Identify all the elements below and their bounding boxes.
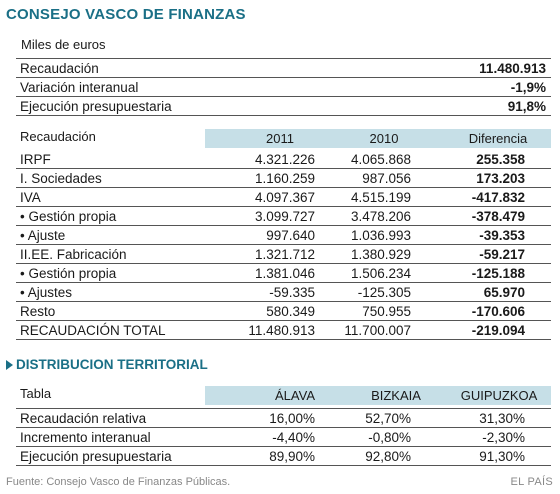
cell-diferencia: -170.606 xyxy=(471,304,525,319)
cell-2011: 997.640 xyxy=(266,228,315,243)
cell-diferencia: -378.479 xyxy=(471,209,525,224)
header-col-2010: 2010 xyxy=(369,131,399,146)
header-label: Tabla xyxy=(20,386,52,401)
table-row xyxy=(16,302,551,321)
cell-2010: 750.955 xyxy=(362,304,411,319)
cell-bizkaia: 52,70% xyxy=(365,411,411,426)
cell-2011: 11.480.913 xyxy=(248,323,315,338)
cell-bizkaia: 92,80% xyxy=(365,449,411,464)
cell-2011: 1.381.046 xyxy=(254,266,315,281)
summary-row-variacion xyxy=(16,78,551,97)
table-row-total xyxy=(16,321,551,340)
cell-2011: 4.097.367 xyxy=(254,190,315,205)
summary-label: Recaudación xyxy=(20,60,99,76)
cell-2011: 3.099.727 xyxy=(254,209,315,224)
cell-2010: -125.305 xyxy=(357,285,411,300)
table-row xyxy=(16,283,551,302)
table-row xyxy=(16,409,551,428)
cell-guipuzkoa: 91,30% xyxy=(479,449,525,464)
cell-alava: 89,90% xyxy=(269,449,315,464)
row-label: Ejecución presupuestaria xyxy=(20,449,172,464)
summary-label: Ejecución presupuestaria xyxy=(20,98,172,114)
cell-diferencia: -219.094 xyxy=(471,323,525,338)
units-label: Miles de euros xyxy=(21,37,106,52)
table-row xyxy=(16,169,551,188)
table-row xyxy=(16,150,551,169)
table-row xyxy=(16,264,551,283)
header-col-guipuzkoa: GUIPUZKOA xyxy=(460,388,538,403)
row-label: I. Sociedades xyxy=(20,171,102,186)
cell-2011: 1.321.712 xyxy=(254,247,315,262)
header-col-bizkaia: BIZKAIA xyxy=(371,388,421,403)
cell-2010: 11.700.007 xyxy=(344,323,411,338)
cell-bizkaia: -0,80% xyxy=(368,430,411,445)
cell-guipuzkoa: 31,30% xyxy=(479,411,525,426)
cell-2010: 1.380.929 xyxy=(350,247,411,262)
row-label: Recaudación relativa xyxy=(20,411,147,426)
row-label: RECAUDACIÓN TOTAL xyxy=(20,323,166,338)
row-label: Incremento interanual xyxy=(20,430,151,445)
row-label: II.EE. Fabricación xyxy=(20,247,127,262)
summary-value: 91,8% xyxy=(507,98,546,114)
cell-diferencia: -39.353 xyxy=(479,228,525,243)
distribucion-table xyxy=(16,408,551,466)
cell-2010: 1.036.993 xyxy=(350,228,411,243)
row-label: • Ajuste xyxy=(20,228,66,243)
cell-2011: 1.160.259 xyxy=(254,171,315,186)
cell-2011: -59.335 xyxy=(269,285,315,300)
row-label: • Gestión propia xyxy=(20,266,117,281)
header-col-2011: 2011 xyxy=(266,131,294,146)
cell-diferencia: 173.203 xyxy=(476,171,525,186)
row-label: • Gestión propia xyxy=(20,209,117,224)
summary-row-recaudacion xyxy=(16,59,551,78)
row-label: IVA xyxy=(20,190,41,205)
cell-alava: 16,00% xyxy=(269,411,315,426)
header-label: Recaudación xyxy=(20,129,96,144)
header-col-diferencia: Diferencia xyxy=(468,131,528,146)
cell-diferencia: 255.358 xyxy=(476,152,525,167)
cell-2010: 987.056 xyxy=(362,171,411,186)
table-row xyxy=(16,428,551,447)
cell-2011: 4.321.226 xyxy=(254,152,315,167)
cell-2010: 1.506.234 xyxy=(350,266,411,281)
table-row xyxy=(16,226,551,245)
triangle-right-icon xyxy=(6,360,13,370)
cell-2010: 3.478.206 xyxy=(350,209,411,224)
table-row xyxy=(16,447,551,466)
row-label: • Ajustes xyxy=(20,285,73,300)
recaudacion-header xyxy=(16,128,551,148)
cell-guipuzkoa: -2,30% xyxy=(482,430,525,445)
summary-label: Variación interanual xyxy=(20,79,139,95)
recaudacion-table xyxy=(16,150,551,340)
cell-2010: 4.515.199 xyxy=(350,190,411,205)
header-col-alava: ÁLAVA xyxy=(275,388,315,403)
summary-table xyxy=(16,58,551,116)
summary-row-ejecucion xyxy=(16,97,551,116)
cell-2011: 580.349 xyxy=(266,304,315,319)
row-label: Resto xyxy=(20,304,56,319)
brand-logo-text: EL PAÍS xyxy=(510,476,553,488)
distribucion-header xyxy=(16,385,551,405)
summary-value: -1,9% xyxy=(510,79,546,95)
page-title: CONSEJO VASCO DE FINANZAS xyxy=(6,6,246,23)
cell-diferencia: -59.217 xyxy=(479,247,525,262)
table-row xyxy=(16,245,551,264)
table-row xyxy=(16,207,551,226)
source-footnote: Fuente: Consejo Vasco de Finanzas Públicas. xyxy=(6,476,231,488)
cell-diferencia: 65.970 xyxy=(483,285,525,300)
cell-diferencia: -417.832 xyxy=(471,190,525,205)
section-title-distribucion xyxy=(6,357,208,372)
cell-2010: 4.065.868 xyxy=(350,152,411,167)
row-label: IRPF xyxy=(20,152,51,167)
section-title-text: DISTRIBUCION TERRITORIAL xyxy=(16,357,208,372)
summary-value: 11.480.913 xyxy=(479,60,546,76)
cell-alava: -4,40% xyxy=(272,430,315,445)
cell-diferencia: -125.188 xyxy=(471,266,525,281)
table-row xyxy=(16,188,551,207)
